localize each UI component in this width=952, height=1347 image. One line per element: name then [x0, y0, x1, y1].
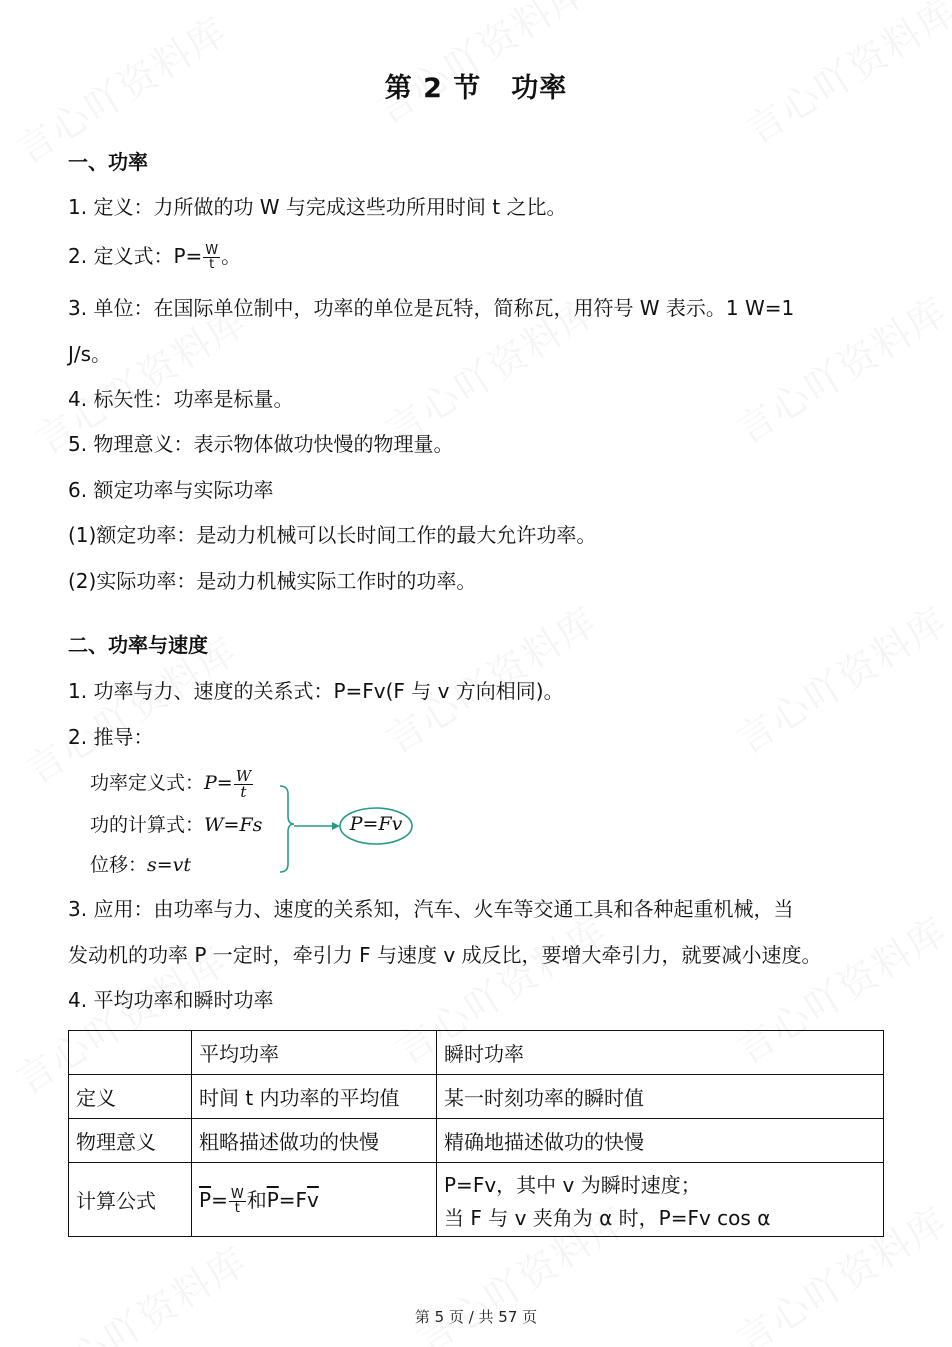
derivation-formula: P= — [204, 772, 233, 794]
table-cell: 精确地描述做功的快慢 — [437, 1119, 884, 1163]
page-title — [0, 66, 952, 105]
watermark — [724, 591, 952, 765]
formula-prefix: 2. 定义式：P= — [68, 244, 203, 268]
fraction-w-over-t — [203, 244, 220, 271]
rated-power-line: (1)额定功率：是动力机械可以长时间工作的最大允许功率。 — [68, 523, 597, 547]
application-line-cont: 发动机的功率 P 一定时，牵引力 F 与速度 v 成反比，要增大牵引力，就要减小速度。 — [68, 943, 822, 967]
formula-suffix: 。 — [221, 244, 242, 268]
table-cell: 某一时刻功率的瞬时值 — [437, 1075, 884, 1119]
table-header-cell — [69, 1031, 192, 1075]
table-cell: 定义 — [69, 1075, 192, 1119]
definition-line: 1. 定义：力所做的功 W 与完成这些功所用时间 t 之比。 — [68, 195, 567, 219]
fraction-numerator: W — [235, 766, 252, 785]
table-row — [69, 1075, 884, 1119]
derivation-row-displacement — [90, 850, 191, 877]
table-cell: 物理意义 — [69, 1119, 192, 1163]
and-word: 和 — [246, 1188, 267, 1212]
fraction-denominator: t — [234, 1201, 240, 1216]
section-heading-power: 一、功率 — [68, 150, 148, 174]
table-cell: 计算公式 — [69, 1163, 192, 1237]
inst-formula-line: P=Fv，其中 v 为瞬时速度； — [444, 1172, 701, 1197]
page-footer: 第 5 页 / 共 57 页 — [414, 1308, 538, 1326]
table-cell: 时间 t 内功率的平均值 — [192, 1075, 437, 1119]
derivation-label: 功的计算式： — [90, 814, 205, 836]
title-topic: 功率 — [511, 73, 568, 104]
unit-line-cont: J/s。 — [68, 342, 112, 366]
derivation-label: 功率定义式： — [90, 772, 205, 794]
derivation-diagram — [88, 760, 428, 880]
scalar-line: 4. 标矢性：功率是标量。 — [68, 387, 294, 411]
unit-line: 3. 单位：在国际单位制中，功率的单位是瓦特，简称瓦，用符号 W 表示。1 W=1 — [68, 296, 795, 320]
title-section-number: 第 2 节 — [384, 73, 482, 104]
watermark — [24, 1231, 257, 1347]
avg-inst-heading: 4. 平均功率和瞬时功率 — [68, 988, 274, 1012]
equals-sign: = — [211, 1188, 228, 1212]
derivation-result: P=Fv — [349, 813, 403, 835]
p-bar: $\overline{P}$ — [266, 1188, 279, 1212]
derivation-row-power — [90, 768, 254, 800]
table-cell-avg-formula — [192, 1163, 437, 1237]
actual-power-line: (2)实际功率：是动力机械实际工作时的功率。 — [68, 569, 477, 593]
derivation-label: 位移： — [90, 854, 148, 876]
derivation-heading: 2. 推导： — [68, 725, 154, 749]
rated-actual-line: 6. 额定功率与实际功率 — [68, 478, 274, 502]
table-header-cell: 平均功率 — [192, 1031, 437, 1075]
p-bar: $\overline{P}$ — [199, 1188, 212, 1212]
fraction-w-over-t — [234, 766, 253, 801]
v-bar: $\overline{v}$ — [307, 1188, 319, 1212]
table-row — [69, 1119, 884, 1163]
table-cell-inst-formula — [437, 1163, 884, 1237]
meaning-line: 5. 物理意义：表示物体做功快慢的物理量。 — [68, 432, 454, 456]
table-row — [69, 1163, 884, 1237]
fraction-numerator: W — [205, 243, 219, 258]
fraction-numerator: W — [230, 1187, 244, 1202]
table-cell: 粗略描述做功的快慢 — [192, 1119, 437, 1163]
inst-formula-line: 当 F 与 v 夹角为 α 时，P=Fv cos α — [444, 1205, 771, 1230]
derivation-row-work — [90, 810, 262, 837]
equals-f: =F — [278, 1188, 308, 1212]
section-heading-power-speed: 二、功率与速度 — [68, 633, 208, 657]
power-comparison-table — [68, 1030, 884, 1237]
application-line: 3. 应用：由功率与力、速度的关系知，汽车、火车等交通工具和各种起重机械，当 — [68, 897, 794, 921]
definition-formula-line — [68, 240, 241, 271]
table-header-cell: 瞬时功率 — [437, 1031, 884, 1075]
fraction-denominator: t — [209, 257, 215, 272]
relation-line: 1. 功率与力、速度的关系式：P=Fv(F 与 v 方向相同)。 — [68, 679, 564, 703]
derivation-formula: W=Fs — [204, 814, 263, 836]
fraction-w-over-t — [229, 1188, 246, 1215]
table-header-row — [69, 1031, 884, 1075]
derivation-formula: s=vt — [147, 854, 192, 876]
fraction-denominator: t — [240, 782, 247, 801]
